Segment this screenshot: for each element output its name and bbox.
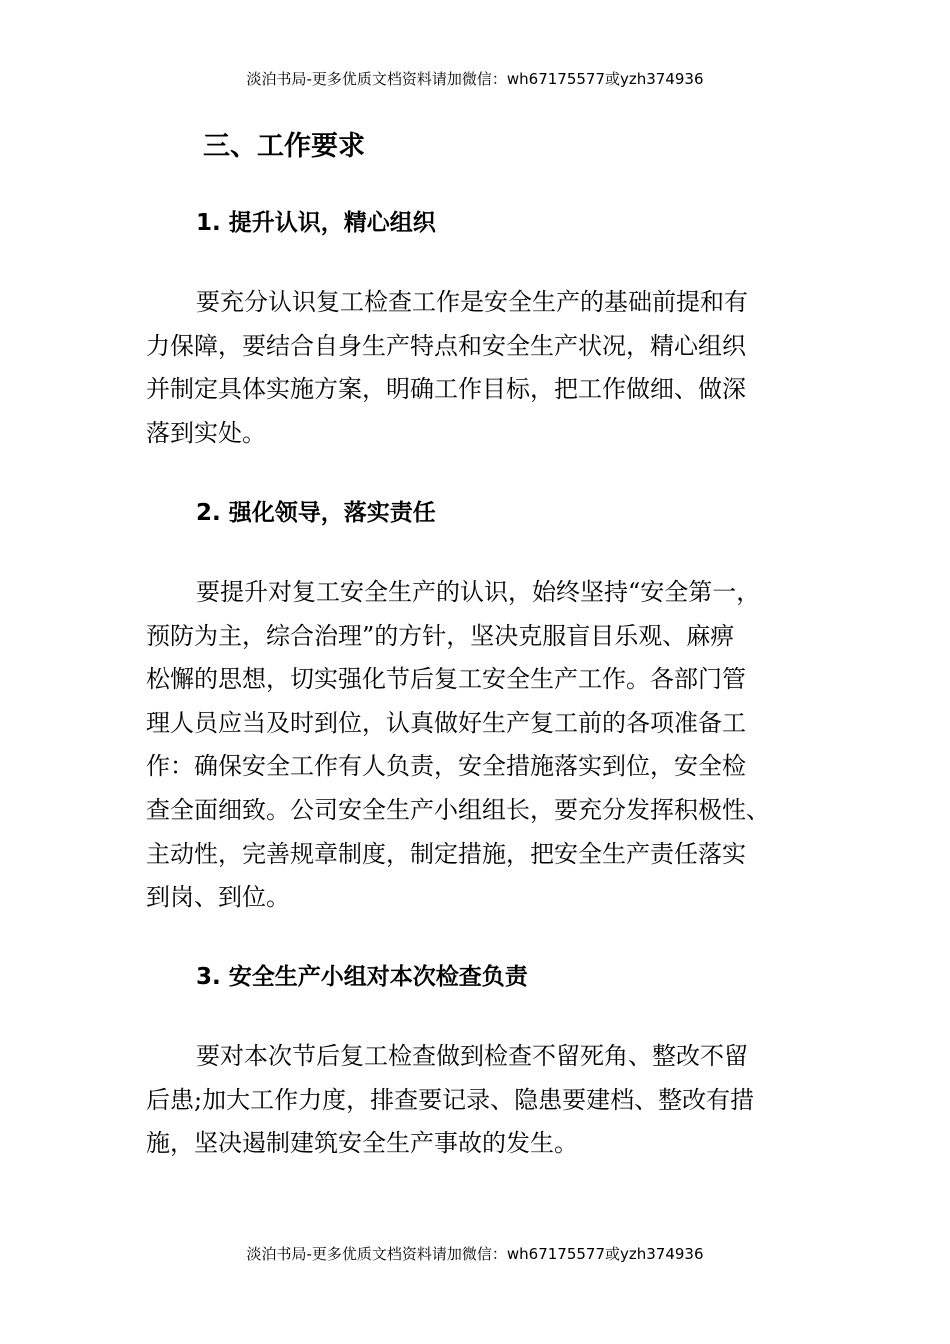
paragraph-line: 并制定具体实施方案，明确工作目标，把工作做细、做深 bbox=[146, 375, 746, 404]
paragraph-line: 松懈的思想，切实强化节后复工安全生产工作。各部门管 bbox=[146, 665, 746, 694]
paragraph-line: 查全面细致。公司安全生产小组组长，要充分发挥积极性、 bbox=[146, 795, 770, 824]
paragraph-line: 要对本次节后复工检查做到检查不留死角、整改不留 bbox=[196, 1042, 748, 1070]
paragraph-line: 要充分认识复工检查工作是安全生产的基础前提和有 bbox=[196, 288, 748, 316]
paragraph-line: 要提升对复工安全生产的认识，始终坚持“安全第一， bbox=[196, 578, 761, 606]
heading-1: 1. 提升认识，精心组织 bbox=[196, 210, 436, 236]
paragraph-line: 力保障，要结合自身生产特点和安全生产状况，精心组织 bbox=[146, 331, 746, 360]
page-header: 淡泊书局-更多优质文档资料请加微信：wh67175577或yzh374936 bbox=[246, 70, 704, 88]
heading-3: 3. 安全生产小组对本次检查负责 bbox=[196, 964, 528, 990]
paragraph-line: 理人员应当及时到位，认真做好生产复工前的各项准备工 bbox=[146, 708, 746, 737]
paragraph-line: 后患;加大工作力度，排查要记录、隐患要建档、整改有措 bbox=[146, 1085, 755, 1114]
section-title: 三、工作要求 bbox=[203, 131, 365, 162]
paragraph-line: 主动性，完善规章制度，制定措施，把安全生产责任落实 bbox=[146, 839, 746, 868]
paragraph-line: 到岗、到位。 bbox=[146, 883, 290, 912]
paragraph-line: 施，坚决遏制建筑安全生产事故的发生。 bbox=[146, 1129, 578, 1158]
page-footer: 淡泊书局-更多优质文档资料请加微信：wh67175577或yzh374936 bbox=[246, 1245, 704, 1263]
paragraph-3 bbox=[146, 1035, 800, 1166]
paragraph-1 bbox=[146, 281, 800, 455]
paragraph-line: 预防为主，综合治理”的方针，坚决克服盲目乐观、麻痹 bbox=[146, 621, 735, 650]
paragraph-line: 作：确保安全工作有人负责，安全措施落实到位，安全检 bbox=[146, 752, 746, 781]
heading-2: 2. 强化领导，落实责任 bbox=[196, 500, 436, 526]
paragraph-2 bbox=[146, 571, 800, 920]
paragraph-line: 落到实处。 bbox=[146, 418, 266, 447]
